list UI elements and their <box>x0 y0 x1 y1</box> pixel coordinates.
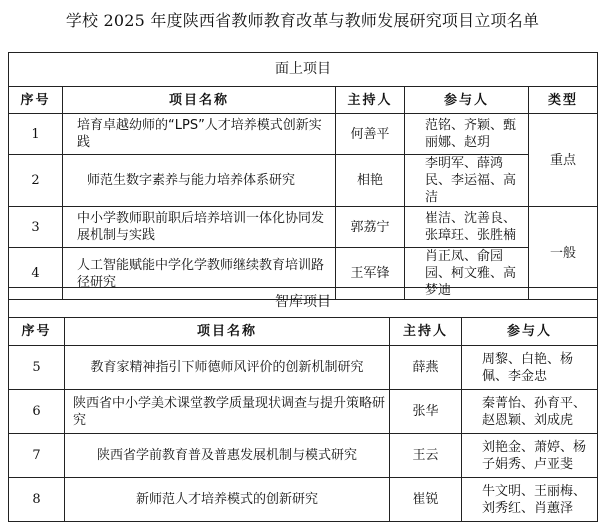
header-host: 主持人 <box>390 318 462 346</box>
project-name: 教育家精神指引下师德师风评价的创新机制研究 <box>65 346 390 390</box>
table-row <box>9 207 598 248</box>
header-name: 项目名称 <box>63 87 336 114</box>
project-name: 中小学教师职前职后培养培训一体化协同发展机制与实践 <box>63 207 336 248</box>
row-no: 2 <box>9 155 63 207</box>
host: 郭荔宁 <box>336 207 405 248</box>
members: 牛文明、王丽梅、刘秀红、肖蕙泽 <box>462 478 598 522</box>
think-tank-projects-table <box>8 287 598 522</box>
project-name: 培育卓越幼师的“LPS”人才培养模式创新实践 <box>63 114 336 155</box>
header-no: 序号 <box>9 87 63 114</box>
project-type: 重点 <box>529 114 598 207</box>
members: 刘艳金、萧婷、杨子娟秀、卢亚斐 <box>462 434 598 478</box>
members: 肖正凤、俞园园、柯文雅、高梦迪 <box>405 248 529 300</box>
project-name: 陕西省学前教育普及普惠发展机制与模式研究 <box>65 434 390 478</box>
table-row <box>9 478 598 522</box>
project-name: 新师范人才培养模式的创新研究 <box>65 478 390 522</box>
project-name: 师范生数字素养与能力培养体系研究 <box>63 155 336 207</box>
row-no: 3 <box>9 207 63 248</box>
host: 崔锐 <box>390 478 462 522</box>
project-name: 人工智能赋能中学化学教师继续教育培训路径研究 <box>63 248 336 300</box>
header-members: 参与人 <box>462 318 598 346</box>
project-name: 陕西省中小学美术课堂教学质量现状调查与提升策略研究 <box>65 390 390 434</box>
host: 薛燕 <box>390 346 462 390</box>
general-projects-table <box>8 52 598 300</box>
host: 何善平 <box>336 114 405 155</box>
row-no: 8 <box>9 478 65 522</box>
row-no: 7 <box>9 434 65 478</box>
members: 范铭、齐颖、甄丽娜、赵玥 <box>405 114 529 155</box>
page-title: 学校 2025 年度陕西省教师教育改革与教师发展研究项目立项名单 <box>65 11 540 30</box>
row-no: 4 <box>9 248 63 300</box>
host: 王云 <box>390 434 462 478</box>
header-type: 类型 <box>529 87 598 114</box>
header-host: 主持人 <box>336 87 405 114</box>
members: 李明军、薛鸿民、李运福、高洁 <box>405 155 529 207</box>
members: 周黎、白艳、杨佩、李金忠 <box>462 346 598 390</box>
row-no: 6 <box>9 390 65 434</box>
section-title: 智库项目 <box>9 288 598 318</box>
table-row <box>9 434 598 478</box>
header-name: 项目名称 <box>65 318 390 346</box>
host: 张华 <box>390 390 462 434</box>
section-title: 面上项目 <box>9 53 598 87</box>
members: 崔洁、沈善良、张璋玨、张胜楠 <box>405 207 529 248</box>
host: 相艳 <box>336 155 405 207</box>
row-no: 5 <box>9 346 65 390</box>
row-no: 1 <box>9 114 63 155</box>
project-type: 一般 <box>529 207 598 300</box>
host: 王军锋 <box>336 248 405 300</box>
table-row <box>9 155 598 207</box>
members: 秦菁怡、孙育平、赵恩颖、刘成虎 <box>462 390 598 434</box>
table-row <box>9 346 598 390</box>
header-no: 序号 <box>9 318 65 346</box>
table-row <box>9 390 598 434</box>
table-row <box>9 114 598 155</box>
header-members: 参与人 <box>405 87 529 114</box>
